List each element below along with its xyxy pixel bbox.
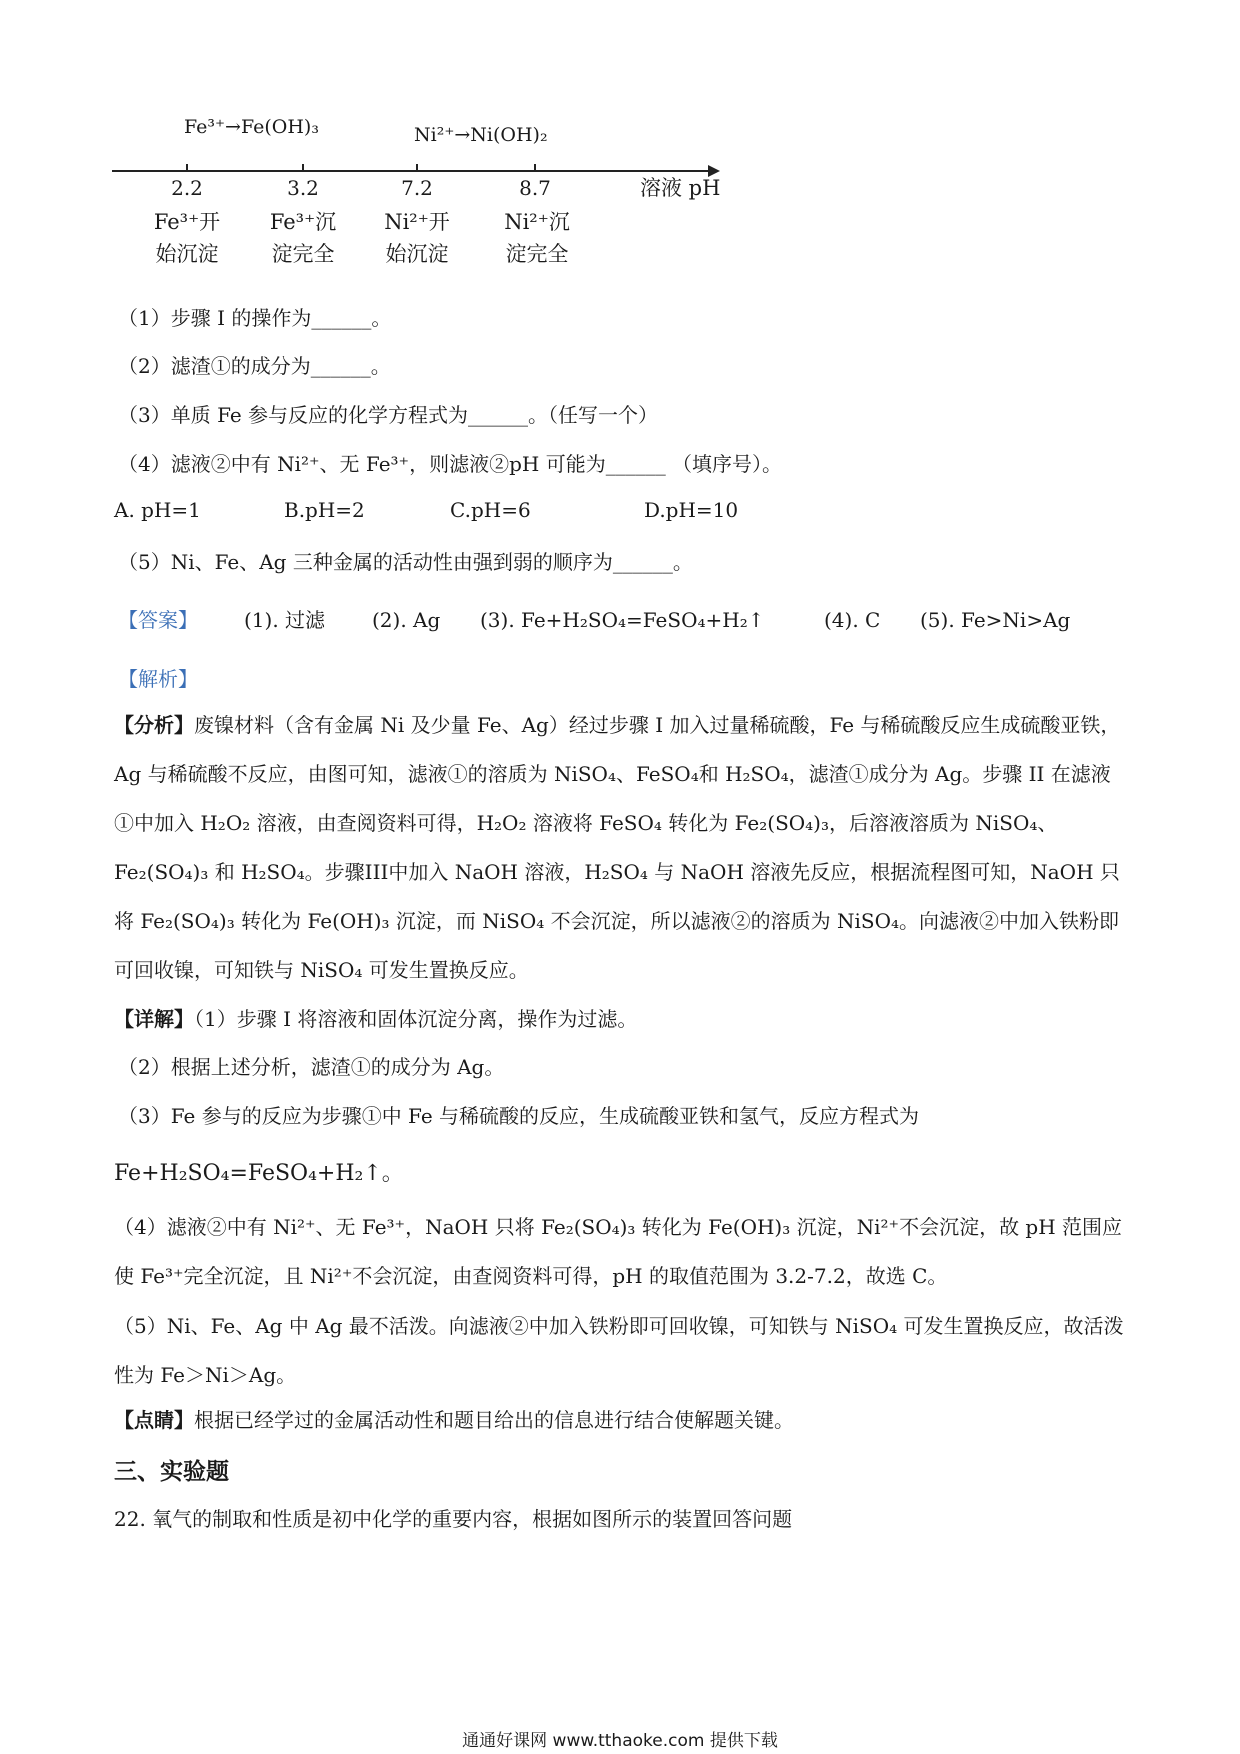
- option-a: A. pH=1: [114, 498, 201, 522]
- analysis-tag: 【分析】: [114, 713, 194, 737]
- ph-value: 3.2: [287, 176, 319, 200]
- fe-transition-label: Fe³⁺→Fe(OH)₃: [184, 116, 319, 138]
- detail-4: （4）滤液②中有 Ni²⁺、无 Fe³⁺，NaOH 只将 Fe₂(SO₄)₃ 转化为 Fe(OH)₃ 沉淀，Ni²⁺不会沉淀，故 pH 范围应使 Fe³⁺完全沉淀，且 Ni²⁺不会沉淀，由查阅资料可得，pH 的取值范围为 3.2-7.2，故选 C。: [114, 1215, 1123, 1288]
- ph-point-desc: [142, 206, 232, 270]
- ph-desc-line: Ni²⁺沉: [504, 210, 570, 234]
- ph-desc-line: Fe³⁺开: [153, 210, 221, 234]
- ph-value: 2.2: [171, 176, 203, 200]
- question-4: （4）滤液②中有 Ni²⁺、无 Fe³⁺，则滤液②pH 可能为______ （填序号）。: [118, 452, 783, 476]
- answer-2: (2). Ag: [372, 608, 441, 632]
- ph-desc-line: Fe³⁺沉: [269, 210, 337, 234]
- option-c: C.pH=6: [450, 498, 531, 522]
- ph-tick: [302, 164, 304, 172]
- question-5: （5）Ni、Fe、Ag 三种金属的活动性由强到弱的顺序为______。: [118, 550, 693, 574]
- ph-tick: [416, 164, 418, 172]
- ph-axis-label: 溶液 pH: [640, 176, 721, 200]
- answer-1: (1). 过滤: [244, 608, 326, 632]
- ph-desc-line: 始沉淀: [155, 242, 219, 266]
- point-text: 根据已经学过的金属活动性和题目给出的信息进行结合使解题关键。: [194, 1408, 794, 1432]
- question-2: （2）滤渣①的成分为______。: [118, 354, 391, 378]
- footer-credit: 通通好课网 www.tthaoke.com 提供下载: [462, 1731, 778, 1751]
- analysis-label: 【解析】: [118, 667, 198, 691]
- question-4-options: [114, 498, 738, 522]
- answer-3: (3). Fe+H₂SO₄=FeSO₄+H₂↑: [480, 608, 765, 632]
- answer-4: (4). C: [824, 608, 881, 632]
- detail-tag: 【详解】: [114, 1007, 194, 1031]
- point-row: [114, 1404, 794, 1433]
- ph-point-desc: [372, 206, 462, 270]
- ph-desc-line: 淀完全: [505, 242, 569, 266]
- option-b: B.pH=2: [284, 498, 365, 522]
- answer-label: 【答案】: [118, 608, 198, 632]
- ni-transition-label: Ni²⁺→Ni(OH)₂: [414, 124, 548, 146]
- detail-3-equation: Fe+H₂SO₄=FeSO₄+H₂↑。: [114, 1161, 404, 1186]
- ph-diagram: [0, 100, 1240, 290]
- question-1: （1）步骤 I 的操作为______。: [118, 306, 392, 330]
- ph-tick: [186, 164, 188, 172]
- ph-desc-line: 淀完全: [271, 242, 335, 266]
- point-tag: 【点睛】: [114, 1408, 194, 1432]
- ph-point-desc: [258, 206, 348, 270]
- question-3: （3）单质 Fe 参与反应的化学方程式为______。（任写一个）: [118, 403, 659, 427]
- ph-desc-line: Ni²⁺开: [384, 210, 450, 234]
- ph-axis-line: [112, 170, 712, 172]
- detail-3: （3）Fe 参与的反应为步骤①中 Fe 与稀硫酸的反应，生成硫酸亚铁和氢气，反应方程式为: [118, 1104, 920, 1128]
- ph-value: 8.7: [519, 176, 551, 200]
- analysis-paragraph: [114, 701, 1126, 995]
- ph-value: 7.2: [401, 176, 433, 200]
- detail-1: （1）步骤 I 将溶液和固体沉淀分离，操作为过滤。: [194, 1007, 638, 1031]
- ph-tick: [534, 164, 536, 172]
- question-22: 22. 氧气的制取和性质是初中化学的重要内容，根据如图所示的装置回答问题: [114, 1507, 793, 1531]
- detail-5: （5）Ni、Fe、Ag 中 Ag 最不活泼。向滤液②中加入铁粉即可回收镍，可知铁与 NiSO₄ 可发生置换反应，故活泼性为 Fe＞Ni＞Ag。: [114, 1314, 1124, 1387]
- detail-1-row: [114, 1003, 637, 1032]
- ph-desc-line: 始沉淀: [385, 242, 449, 266]
- answer-row: [118, 604, 1070, 633]
- section-heading: 三、实验题: [114, 1459, 229, 1485]
- answer-5: (5). Fe>Ni>Ag: [920, 608, 1071, 632]
- detail-2: （2）根据上述分析，滤渣①的成分为 Ag。: [118, 1055, 505, 1079]
- analysis-text: 废镍材料（含有金属 Ni 及少量 Fe、Ag）经过步骤 I 加入过量稀硫酸，Fe 与稀硫酸反应生成硫酸亚铁，Ag 与稀硫酸不反应，由图可知，滤液①的溶质为 NiSO₄、FeSO₄和 H₂SO₄，滤渣①成分为 Ag。步骤 II 在滤液①中加入 H₂O₂ 溶液，由查阅资料可得，H₂O₂ 溶液将 FeSO₄ 转化为 Fe₂(SO₄)₃，后溶液溶质为 NiSO₄、Fe₂(SO₄)₃ 和 H₂SO₄。步骤III中加入 NaOH 溶液，H₂SO₄ 与 NaOH 溶液先反应，根据流程图可知，NaOH 只将 Fe₂(SO₄)₃ 转化为 Fe(OH)₃ 沉淀，而 NiSO₄ 不会沉淀，所以滤液②的溶质为 NiSO₄。向滤液②中加入铁粉即可回收镍，可知铁与 NiSO₄ 可发生置换反应。: [114, 713, 1121, 982]
- ph-point-desc: [492, 206, 582, 270]
- option-d: D.pH=10: [644, 498, 739, 522]
